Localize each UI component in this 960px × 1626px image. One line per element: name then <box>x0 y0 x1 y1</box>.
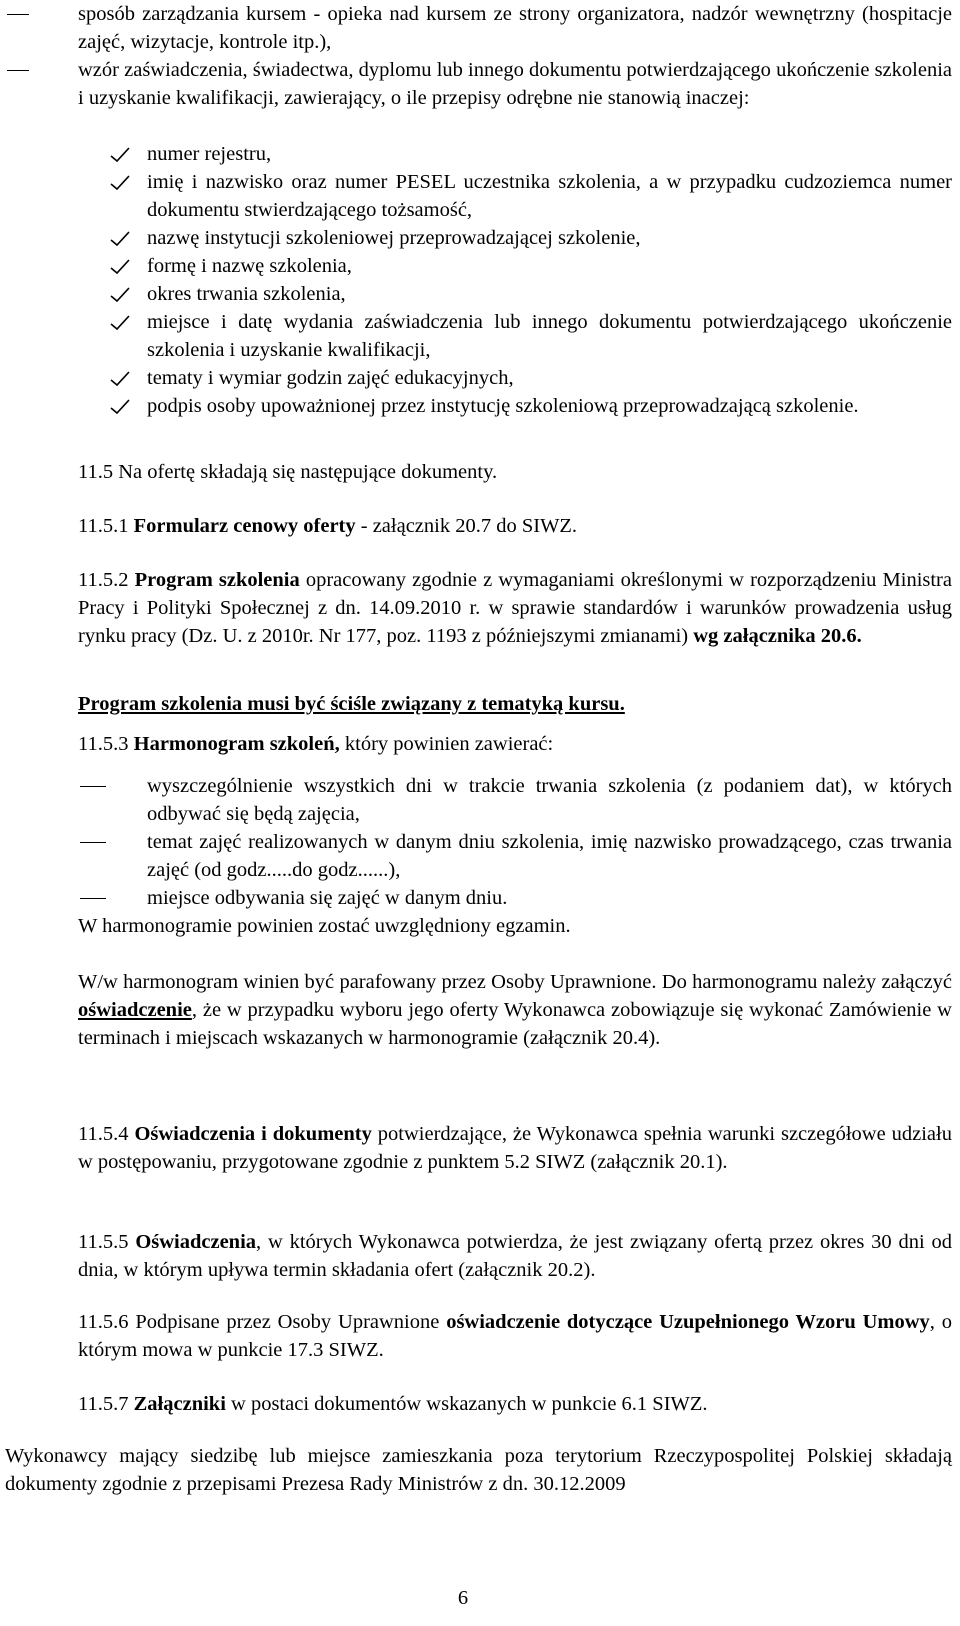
schedule-item: wyszczególnienie wszystkich dni w trakcie trwania szkolenia (z podaniem dat), w których odbywać się będą zajęcia, <box>147 775 952 825</box>
section-number: 11.5.2 <box>78 569 135 591</box>
attach-text-rest: , że w przypadku wyboru jego oferty Wykonawca zobowiązuje się wykonać Zamówienie w terminach i miejscach wskazanych w harmonogramie (załącznik 20.4). <box>78 999 952 1049</box>
bullet-item: sposób zarządzania kursem - opieka nad kursem ze strony organizatora, nadzór wewnętrzny (hospitacje zajęć, wizytacje, kontrole itp.), <box>78 3 952 53</box>
section-number: 11.5.1 <box>78 515 134 537</box>
section-11-5-5 <box>78 1228 952 1284</box>
section-11-5-3 <box>78 730 952 758</box>
program-note <box>78 690 952 718</box>
section-text: który powinien zawierać: <box>339 733 554 755</box>
schedule-approval-note <box>78 968 952 1052</box>
checkmark-icon <box>108 252 132 280</box>
page-number: 6 <box>457 1587 469 1609</box>
checkmark-icon <box>108 364 132 392</box>
checkmark-icon <box>108 392 132 420</box>
dash-bullet <box>5 56 31 84</box>
checkmark-icon <box>108 280 132 308</box>
section-11-5-6 <box>78 1308 952 1364</box>
check-item: miejsce i datę wydania zaświadczenia lub innego dokumentu potwierdzającego ukończenie szkolenia i uzyskanie kwalifikacji, <box>147 311 952 361</box>
section-11-5-1 <box>78 512 952 540</box>
section-text: , w których Wykonawca potwierdza, że jest związany ofertą przez okres 30 dni od dnia, w którym upływa termin składania ofert (załącznik 20.2). <box>78 1231 952 1281</box>
check-item: podpis osoby upoważnionej przez instytucję szkoleniową przeprowadzającą szkolenie. <box>147 395 859 417</box>
attach-text: Do harmonogramu należy załączyć <box>661 971 953 993</box>
section-11-5: 11.5 Na ofertę składają się następujące dokumenty. <box>78 461 498 483</box>
schedule-item: temat zajęć realizowanych w danym dniu szkolenia, imię nazwisko prowadzącego, czas trwania zajęć (od godz.....do godz......), <box>147 831 952 881</box>
schedule-exam-note: W harmonogramie powinien zostać uwzględniony egzamin. <box>78 915 571 937</box>
statement-label: oświadczenie <box>78 999 192 1021</box>
section-text: opracowany zgodnie z wymaganiami określonymi w rozporządzeniu Ministra Pracy i Polityki Społecznej z dn. 14.09.2010 r. w sprawie standardów i warunków prowadzenia usług rynku pracy (Dz. U. z 2010r. Nr 177, poz. 1193 z późniejszymi zmianami) <box>78 569 952 647</box>
attachment-ref: wg załącznika 20.6. <box>693 625 862 647</box>
check-item: numer rejestru, <box>147 143 272 165</box>
section-text-rest: , o którym mowa w punkcie 17.3 SIWZ. <box>78 1311 953 1361</box>
checkmark-icon <box>108 224 132 252</box>
check-item: okres trwania szkolenia, <box>147 283 346 305</box>
section-11-5-2 <box>78 566 952 650</box>
section-text: - załącznik 20.7 do SIWZ. <box>355 515 578 537</box>
section-number: 11.5.4 <box>78 1123 135 1145</box>
section-title: Harmonogram szkoleń, <box>133 733 340 755</box>
check-item: imię i nazwisko oraz numer PESEL uczestnika szkolenia, a w przypadku cudzoziemca numer dokumentu stwierdzającego tożsamość, <box>147 171 952 221</box>
section-title: Formularz cenowy oferty <box>133 515 356 537</box>
dash-bullet <box>78 828 108 856</box>
check-item: nazwę instytucji szkoleniowej przeprowadzającej szkolenie, <box>147 227 641 249</box>
section-number: 11.5.7 <box>78 1393 134 1415</box>
checkmark-icon <box>108 168 132 196</box>
section-title: Oświadczenia i dokumenty <box>134 1123 372 1145</box>
section-11-5-7 <box>78 1390 952 1418</box>
section-text: 11.5.6 Podpisane przez Osoby Uprawnione <box>78 1311 447 1333</box>
dash-bullet <box>78 772 108 800</box>
check-item: tematy i wymiar godzin zajęć edukacyjnych, <box>147 367 514 389</box>
section-text: potwierdzające, że Wykonawca spełnia warunki szczegółowe udziału w postępowaniu, przygotowane zgodnie z punktem 5.2 SIWZ (załącznik 20.1). <box>78 1123 952 1173</box>
foreign-contractors-paragraph: Wykonawcy mający siedzibę lub miejsce zamieszkania poza terytorium Rzeczypospolitej Polskiej składają dokumenty zgodnie z przepisami Prezesa Rady Ministrów z dn. 30.12.2009 <box>5 1445 952 1495</box>
section-title: oświadczenie dotyczące Uzupełnionego Wzoru Umowy <box>446 1311 930 1333</box>
section-title: Oświadczenia <box>135 1231 257 1253</box>
section-text: w postaci dokumentów wskazanych w punkcie 6.1 SIWZ. <box>225 1393 708 1415</box>
schedule-item: miejsce odbywania się zajęć w danym dniu. <box>147 887 508 909</box>
dash-bullet <box>78 884 108 912</box>
checkmark-icon <box>108 140 132 168</box>
section-11-5-4 <box>78 1120 952 1176</box>
bullet-item: wzór zaświadczenia, świadectwa, dyplomu lub innego dokumentu potwierdzającego ukończenie szkolenia i uzyskanie kwalifikacji, zawierający, o ile przepisy odrębne nie stanowią inaczej: <box>78 59 952 109</box>
section-title: Załączniki <box>133 1393 226 1415</box>
dash-bullet <box>5 0 31 28</box>
approval-text: W/w harmonogram winien być parafowany przez Osoby Uprawnione. <box>78 971 657 993</box>
section-number: 11.5.3 <box>78 733 134 755</box>
section-number: 11.5.5 <box>78 1231 136 1253</box>
check-item: formę i nazwę szkolenia, <box>147 255 352 277</box>
checkmark-icon <box>108 308 132 336</box>
program-note-text: Program szkolenia musi być ściśle związany z tematyką kursu. <box>78 693 625 715</box>
section-title: Program szkolenia <box>134 569 300 591</box>
